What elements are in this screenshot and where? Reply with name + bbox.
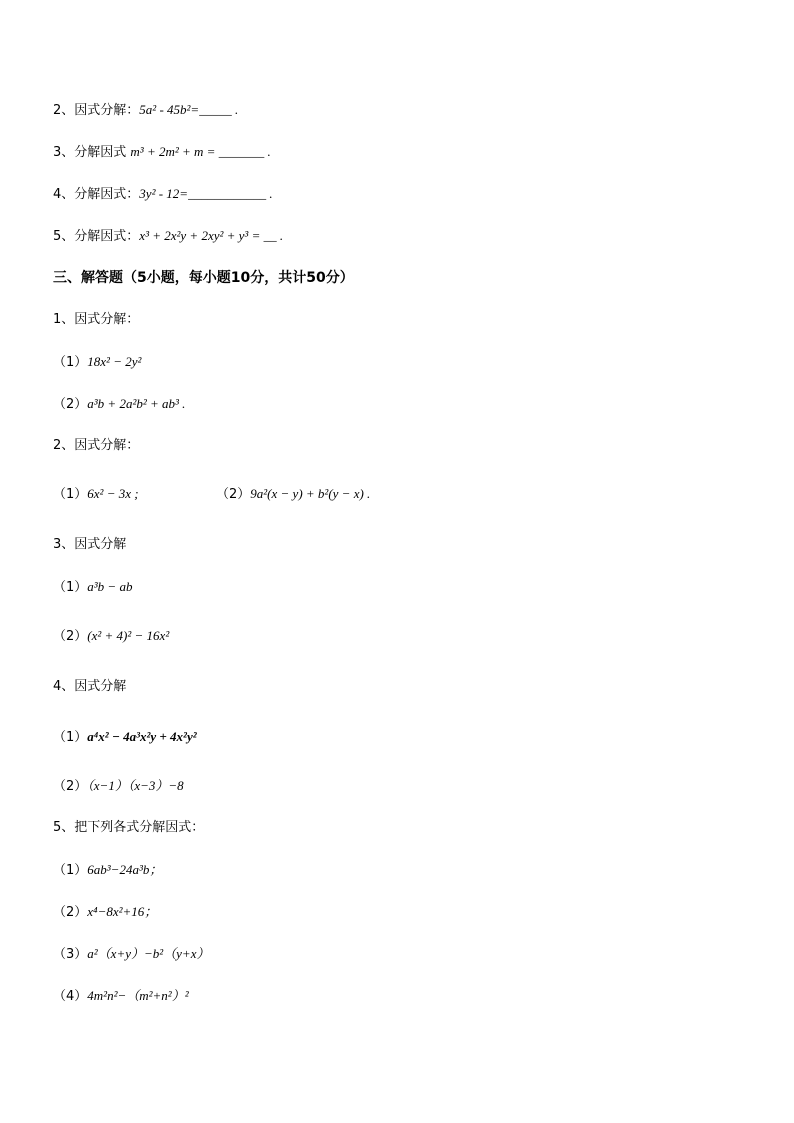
math-expression: 4m²n²−（m²+n²）²	[87, 988, 189, 1003]
question-5-part-3	[53, 945, 209, 964]
part-number: （1）	[53, 730, 88, 745]
question-3-part-2	[53, 627, 169, 646]
question-label: 分解因式：	[74, 187, 140, 202]
question-5-part-1	[53, 861, 162, 880]
section-title: 三、解答题（5小题，每小题10分，共计50分）	[53, 270, 354, 286]
question-number: 4、	[53, 187, 75, 202]
question-2-title: 2、因式分解：	[53, 438, 140, 453]
part-number: （2）	[53, 397, 88, 412]
question-label: 分解因式	[74, 145, 131, 160]
part-number: （2）	[53, 629, 88, 644]
math-expression: 5a² - 45b²=_____ .	[139, 102, 239, 117]
math-expression: a⁴x² − 4a³x²y + 4x²y²	[87, 729, 197, 744]
part-number: （4）	[53, 989, 88, 1004]
question-4-part-2	[53, 777, 184, 796]
question-1-part-2	[53, 395, 185, 414]
question-3-title: 3、因式分解	[53, 537, 127, 552]
math-expression: 3y² - 12=____________ .	[139, 186, 273, 201]
question-5-part-4	[53, 987, 189, 1006]
math-expression: 6ab³−24a³b；	[87, 862, 163, 877]
question-1-title: 1、因式分解：	[53, 312, 140, 327]
part-number: （1）	[53, 355, 88, 370]
math-expression: a³b − ab	[87, 579, 133, 594]
math-expression: a²（x+y）−b²（y+x）	[87, 946, 210, 961]
question-2-part-2	[216, 485, 370, 504]
fill-in-question-3	[53, 143, 271, 162]
question-number: 5、	[53, 229, 75, 244]
question-label: 分解因式：	[74, 229, 140, 244]
part-number: （3）	[53, 947, 88, 962]
question-1-part-1	[53, 353, 141, 372]
question-number: 2、	[53, 103, 75, 118]
fill-in-question-5	[53, 227, 283, 246]
math-expression: m³ + 2m² + m = _______ .	[130, 144, 271, 159]
math-expression: x³ + 2x²y + 2xy² + y³ = __ .	[139, 228, 284, 243]
question-number: 3、	[53, 145, 75, 160]
question-4-part-1	[53, 728, 197, 747]
math-expression: 9a²(x − y) + b²(y − x) .	[250, 486, 371, 501]
part-number: （2）	[216, 487, 251, 502]
question-2-part-1	[53, 485, 139, 504]
math-expression: 18x² − 2y²	[87, 354, 142, 369]
question-5-part-2	[53, 903, 157, 922]
part-number: （2）	[53, 779, 88, 794]
fill-in-question-4	[53, 185, 273, 204]
part-number: （1）	[53, 580, 88, 595]
question-4-title: 4、因式分解	[53, 679, 127, 694]
math-expression: a³b + 2a²b² + ab³ .	[87, 396, 186, 411]
math-expression: x⁴−8x²+16；	[87, 904, 158, 919]
question-5-title: 5、把下列各式分解因式：	[53, 820, 205, 835]
math-expression: 6x² − 3x ;	[87, 486, 139, 501]
part-number: （2）	[53, 905, 88, 920]
question-label: 因式分解：	[74, 103, 140, 118]
math-expression: （x−1）（x−3）−8	[87, 778, 184, 793]
fill-in-question-2	[53, 101, 238, 120]
math-expression: (x² + 4)² − 16x²	[87, 628, 170, 643]
part-number: （1）	[53, 863, 88, 878]
question-3-part-1	[53, 578, 132, 597]
part-number: （1）	[53, 487, 88, 502]
